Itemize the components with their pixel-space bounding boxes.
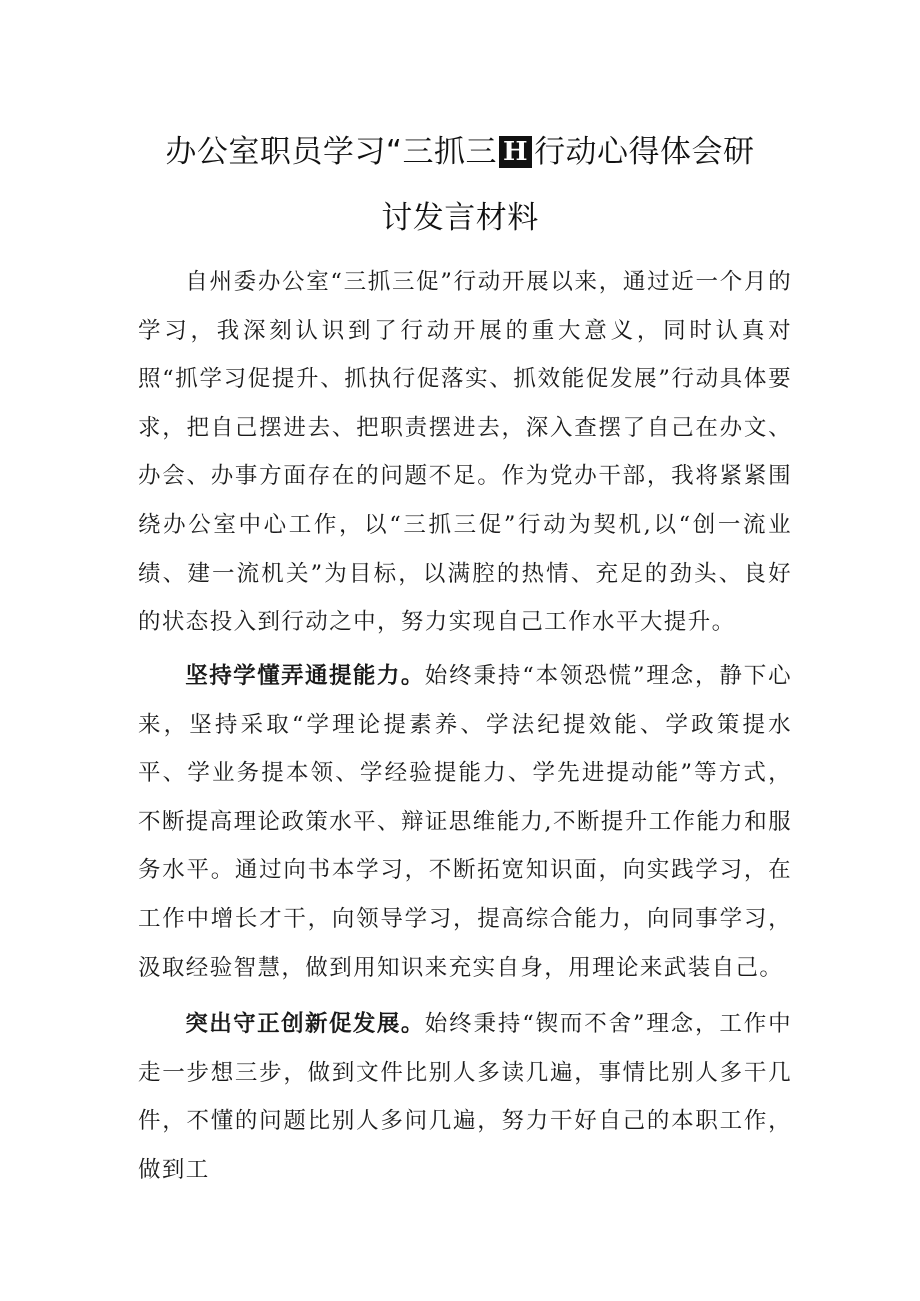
paragraph-study bbox=[138, 652, 792, 992]
title-overlay-stamp: H bbox=[499, 136, 532, 168]
paragraph-intro bbox=[138, 258, 792, 647]
document-title-line-2: 讨发言材料 bbox=[381, 200, 539, 236]
paragraph-innovation-heading: 突出守正创新促发展。 bbox=[185, 1011, 425, 1037]
paragraph-innovation bbox=[138, 1000, 792, 1183]
document-title-line-1 bbox=[0, 126, 920, 171]
title-text-before-stamp: 办公室职员学习“三抓三 bbox=[165, 134, 497, 170]
paragraph-study-body: 始终秉持“本领恐慌”理念，静下心来，坚持采取“学理论提素养、学法纪提效能、学政策提水平、学业务提本领、学经验提能力、学先进提动能”等方式，不断提高理论政策水平、辩证思维能力,不断提升工作能力和服务水平。通过向书本学习，不断拓宽知识面，向实践学习，在工作中增长才干，向领导学习，提高综合能力，向同事学习，汲取经验智慧，做到用知识来充实自身，用理论来武装自己。 bbox=[138, 663, 792, 981]
paragraph-innovation-body: 始终秉持“锲而不舍”理念，工作中走一步想三步，做到文件比别人多读几遍，事情比别人多干几件，不懂的问题比别人多问几遍，努力干好自己的本职工作，做到工 bbox=[138, 1011, 792, 1183]
paragraph-study-heading: 坚持学懂弄通提能力。 bbox=[185, 663, 425, 689]
paragraph-intro-body: 自州委办公室“三抓三促”行动开展以来，通过近一个月的学习，我深刻认识到了行动开展的重大意义，同时认真对照“抓学习促提升、抓执行促落实、抓效能促发展”行动具体要求，把自己摆进去、把职责摆进去，深入查摆了自己在办文、办会、办事方面存在的问题不足。作为党办干部，我将紧紧围绕办公室中心工作，以“三抓三促”行动为契机,以“创一流业绩、建一流机关”为目标，以满腔的热情、充足的劲头、良好的状态投入到行动之中，努力实现自己工作水平大提升。 bbox=[138, 269, 792, 636]
title-text-after-stamp: 行动心得体会研 bbox=[534, 134, 755, 170]
